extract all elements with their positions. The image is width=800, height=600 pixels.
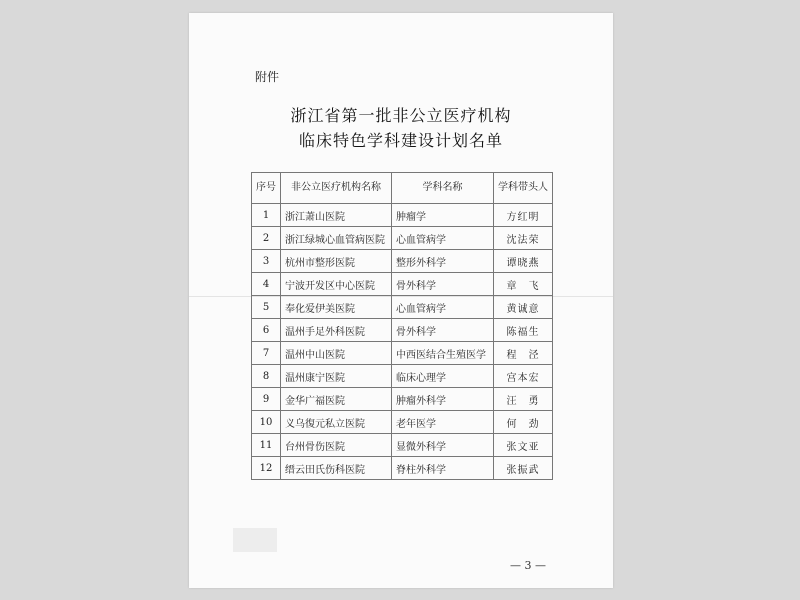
discipline-name: 老年医学 <box>392 411 494 434</box>
table-row <box>252 365 553 388</box>
scan-smudge <box>233 528 277 552</box>
discipline-name: 中西医结合生殖医学 <box>392 342 494 365</box>
attachment-label: 附件 <box>255 70 280 84</box>
discipline-leader: 黄诚意 <box>493 296 552 319</box>
discipline-leader: 程 泾 <box>493 342 552 365</box>
discipline-leader: 方红明 <box>493 204 552 227</box>
table-row <box>252 250 553 273</box>
header-institution: 非公立医疗机构名称 <box>281 173 392 204</box>
table-header-row <box>252 173 553 204</box>
table-row <box>252 388 553 411</box>
discipline-leader: 章 飞 <box>493 273 552 296</box>
table-row <box>252 273 553 296</box>
institution-name: 台州骨伤医院 <box>281 434 392 457</box>
institution-name: 浙江萧山医院 <box>281 204 392 227</box>
header-leader: 学科带头人 <box>493 173 552 204</box>
institution-name: 杭州市整形医院 <box>281 250 392 273</box>
discipline-leader: 谭晓燕 <box>493 250 552 273</box>
institution-name: 温州中山医院 <box>281 342 392 365</box>
institution-name: 奉化爱伊美医院 <box>281 296 392 319</box>
document-title <box>189 103 613 153</box>
discipline-name: 肿瘤学 <box>392 204 494 227</box>
row-number: 12 <box>252 457 281 480</box>
table-row <box>252 457 553 480</box>
discipline-name: 骨外科学 <box>392 319 494 342</box>
row-number: 11 <box>252 434 281 457</box>
institution-name: 宁波开发区中心医院 <box>281 273 392 296</box>
institution-name: 浙江绿城心血管病医院 <box>281 227 392 250</box>
row-number: 8 <box>252 365 281 388</box>
discipline-leader: 汪 勇 <box>493 388 552 411</box>
discipline-name: 肿瘤外科学 <box>392 388 494 411</box>
discipline-name: 脊柱外科学 <box>392 457 494 480</box>
institution-name: 温州手足外科医院 <box>281 319 392 342</box>
discipline-leader: 陈福生 <box>493 319 552 342</box>
table-row <box>252 342 553 365</box>
discipline-name: 临床心理学 <box>392 365 494 388</box>
institution-table <box>251 172 553 480</box>
institution-name: 缙云田氏伤科医院 <box>281 457 392 480</box>
row-number: 4 <box>252 273 281 296</box>
discipline-leader: 沈法荣 <box>493 227 552 250</box>
document-page <box>189 13 613 588</box>
discipline-leader: 张文亚 <box>493 434 552 457</box>
header-discipline: 学科名称 <box>392 173 494 204</box>
table-row <box>252 411 553 434</box>
table-row <box>252 227 553 250</box>
discipline-name: 骨外科学 <box>392 273 494 296</box>
row-number: 3 <box>252 250 281 273</box>
table-row <box>252 204 553 227</box>
discipline-name: 显微外科学 <box>392 434 494 457</box>
table-row <box>252 319 553 342</box>
title-line-1: 浙江省第一批非公立医疗机构 <box>290 106 512 125</box>
institution-name: 金华广福医院 <box>281 388 392 411</box>
table-row <box>252 434 553 457</box>
row-number: 10 <box>252 411 281 434</box>
row-number: 5 <box>252 296 281 319</box>
discipline-leader: 张振武 <box>493 457 552 480</box>
discipline-leader: 宫本宏 <box>493 365 552 388</box>
discipline-leader: 何 劲 <box>493 411 552 434</box>
row-number: 7 <box>252 342 281 365</box>
row-number: 2 <box>252 227 281 250</box>
row-number: 9 <box>252 388 281 411</box>
discipline-name: 整形外科学 <box>392 250 494 273</box>
discipline-name: 心血管病学 <box>392 227 494 250</box>
header-index: 序号 <box>252 173 281 204</box>
row-number: 1 <box>252 204 281 227</box>
title-line-2: 临床特色学科建设计划名单 <box>298 131 503 150</box>
institution-name: 义乌復元私立医院 <box>281 411 392 434</box>
discipline-name: 心血管病学 <box>392 296 494 319</box>
page-number: — 3 — <box>510 559 546 572</box>
table-row <box>252 296 553 319</box>
row-number: 6 <box>252 319 281 342</box>
institution-name: 温州康宁医院 <box>281 365 392 388</box>
